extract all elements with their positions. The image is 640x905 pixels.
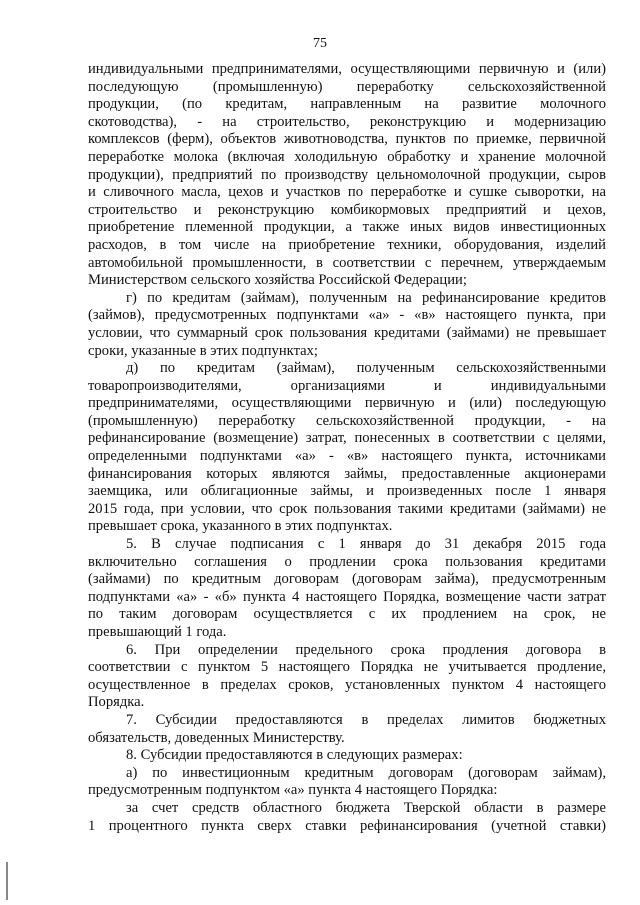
text-line: строительство и реконструкцию комбикормовых предприятий и цехов, xyxy=(88,201,606,218)
text-line: переработке молока (включая холодильную обработку и хранение молочной xyxy=(88,148,606,165)
text-line: скотоводства), - на строительство, реконструкцию и модернизацию xyxy=(88,113,606,130)
text-line: 8. Субсидии предоставляются в следующих размерах: xyxy=(126,747,463,764)
text-line: финансирования которых являются займы, предоставленные акционерами xyxy=(88,465,606,482)
text-line: продукции), предприятий по производству цельномолочной продукции, сыров xyxy=(88,166,606,183)
text-line: подпунктами «а» - «б» пункта 4 настоящего Порядка, возмещение части затрат xyxy=(88,588,606,605)
text-line: включительно соглашения о продлении срока пользования кредитами xyxy=(88,553,606,570)
text-line: автомобильной промышленности, в соответствии с перечнем, утверждаемым xyxy=(88,254,606,271)
text-line: Порядка. xyxy=(88,694,145,711)
text-line: рефинансирование (возмещение) затрат, понесенных в соответствии с целями, xyxy=(88,430,606,447)
text-line: последующую (промышленную) переработку сельскохозяйственной xyxy=(88,78,606,95)
text-line: Министерством сельского хозяйства Российской Федерации; xyxy=(88,272,467,289)
text-line: 5. В случае подписания с 1 января до 31 декабря 2015 года xyxy=(126,536,606,553)
text-line: соответствии с пунктом 5 настоящего Порядка не учитывается продление, xyxy=(88,659,606,676)
text-line: г) по кредитам (займам), полученным на рефинансирование кредитов xyxy=(126,289,606,306)
text-line: превышающий 1 года. xyxy=(88,624,227,640)
text-line: заемщика, или облигационные займы, и произведенных после 1 января xyxy=(88,483,606,500)
text-line: (займами) по кредитным договорам (договорам займа), предусмотренным xyxy=(88,571,606,588)
text-line: сроки, указанные в этих подпунктах; xyxy=(88,342,318,359)
text-line: д) по кредитам (займам), полученным сельскохозяйственными xyxy=(126,360,606,377)
text-line: обязательств, доведенных Министерству. xyxy=(88,729,345,746)
page-number: 75 xyxy=(313,36,327,51)
text-line: за счет средств областного бюджета Тверской области в размере xyxy=(126,799,606,816)
text-line: 2015 года, при условии, что срок пользования такими кредитами (займами) не xyxy=(88,500,606,517)
text-line: 6. При определении предельного срока продления договора в xyxy=(126,641,606,658)
text-line: 7. Субсидии предоставляются в пределах лимитов бюджетных xyxy=(126,711,606,728)
text-line: превышает срока, указанного в этих подпунктах. xyxy=(88,518,393,535)
text-line: продукции, (по кредитам, направленным на развитие молочного xyxy=(88,96,606,113)
text-line: расходов, в том числе на приобретение техники, оборудования, изделий xyxy=(88,236,606,253)
text-line: предусмотренным подпунктом «а» пункта 4 настоящего Порядка: xyxy=(88,782,498,799)
text-line: 1 процентного пункта сверх ставки рефинансирования (учетной ставки) xyxy=(88,817,606,834)
text-line: а) по инвестиционным кредитным договорам (договорам займам), xyxy=(126,764,606,781)
scan-edge-mark xyxy=(6,862,8,900)
text-line: комплексов (ферм), объектов животноводства, пунктов по приемке, первичной xyxy=(88,131,606,148)
text-line: и сливочного масла, цехов и участков по переработке и сушке сыворотки, на xyxy=(88,184,606,201)
text-line: (займов), предусмотренных подпунктами «а» - «в» настоящего пункта, при xyxy=(88,307,606,324)
text-line: определенными подпунктами «а» - «в» настоящего пункта, источниками xyxy=(88,448,606,465)
text-line: условии, что суммарный срок пользования кредитами (займами) не превышает xyxy=(88,324,606,341)
text-line: (промышленную) переработку сельскохозяйственной продукции, - на xyxy=(88,412,606,429)
text-line: товаропроизводителями, организациями и индивидуальными xyxy=(88,377,606,394)
text-line: по таким договорам осуществляется с их продлением на срок, не xyxy=(88,606,606,623)
document-body xyxy=(88,61,606,835)
text-line: приобретение племенной продукции, а также иных видов инвестиционных xyxy=(88,219,606,236)
text-line: осуществленное в пределах сроков, установленных пунктом 4 настоящего xyxy=(88,676,606,693)
text-line: предпринимателями, осуществляющими первичную и (или) последующую xyxy=(88,395,606,412)
text-line: индивидуальными предпринимателями, осуществляющими первичную и (или) xyxy=(88,61,606,77)
